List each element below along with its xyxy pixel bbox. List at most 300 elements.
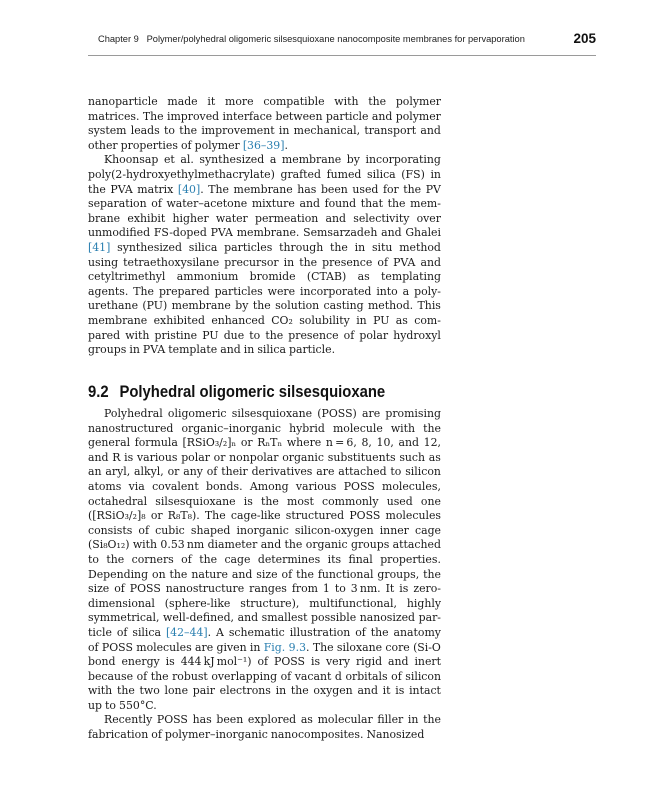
word: [RSiO₃/₂]ₙ	[182, 436, 237, 450]
citation-link[interactable]: [36–39].	[242, 138, 288, 152]
word: of	[138, 523, 149, 537]
word: in	[354, 240, 366, 254]
text-line	[88, 95, 441, 110]
word: are	[362, 407, 381, 420]
word: as	[428, 450, 441, 464]
word: polar	[181, 450, 210, 464]
word: and	[260, 538, 282, 552]
word: POSS	[156, 713, 188, 727]
word: synthesized	[117, 240, 182, 254]
word: groups,	[377, 567, 420, 581]
word: separation	[88, 197, 147, 211]
word: the	[199, 552, 218, 566]
word: nonpolar	[229, 450, 279, 464]
word: pristine	[154, 328, 198, 342]
word: other	[88, 138, 118, 152]
word: silica	[188, 240, 218, 254]
word: Semsarzadeh	[303, 226, 378, 240]
word: polymer	[395, 109, 441, 123]
word: hybrid	[289, 421, 325, 435]
word: in	[249, 640, 261, 654]
word: organic	[305, 538, 348, 552]
word: by	[235, 299, 249, 313]
word: The	[133, 284, 155, 298]
text-line	[88, 270, 441, 285]
word: 1	[322, 582, 330, 596]
word: robust	[172, 669, 208, 683]
word: (CTAB)	[306, 270, 347, 284]
word: and	[237, 611, 259, 625]
word: enhanced	[211, 313, 265, 327]
word: the	[423, 421, 441, 435]
word: it	[207, 95, 216, 108]
citation-link[interactable]: [42–44].	[165, 625, 212, 639]
word: electrons	[219, 684, 271, 698]
word: substituents	[327, 450, 396, 464]
word: PVA	[142, 343, 166, 357]
word: multifunctional,	[309, 596, 397, 610]
word: synthesized	[199, 153, 265, 167]
word: silicon	[405, 669, 441, 683]
word: poly(2-hydroxyethylmethacrylate)	[88, 167, 275, 181]
word: are	[195, 640, 214, 654]
word: silicon	[405, 465, 441, 479]
word: particles	[224, 240, 273, 254]
word: nanosized	[359, 611, 416, 625]
word: bonds.	[206, 479, 243, 493]
word: silsesquioxane	[155, 494, 236, 508]
word: zero-	[413, 582, 441, 596]
word: with	[125, 328, 150, 342]
word: R	[112, 450, 121, 464]
word: molecules	[385, 509, 441, 523]
word: in	[243, 343, 255, 357]
word: consists	[88, 523, 133, 537]
word: 8,	[361, 436, 372, 450]
word: in	[278, 124, 290, 138]
text-line	[88, 568, 441, 583]
word: in	[407, 713, 419, 727]
word: higher	[172, 211, 209, 225]
word: particle.	[289, 343, 336, 357]
word: ranges	[249, 582, 287, 596]
word: or	[213, 450, 226, 464]
word: the	[150, 669, 169, 683]
word: The	[142, 109, 164, 123]
word: 444 kJ mol⁻¹)	[180, 655, 252, 669]
word: commonly	[322, 494, 379, 508]
word: cetyltrimethyl	[88, 270, 166, 284]
text-line	[88, 407, 441, 422]
word: general	[88, 436, 131, 450]
word: using	[88, 255, 119, 269]
text-line	[88, 124, 441, 139]
word: been	[216, 713, 244, 727]
word: FS-doped	[153, 226, 207, 240]
word: transport	[364, 124, 417, 138]
word: with	[88, 684, 113, 698]
word: orbitals	[345, 669, 388, 683]
word: various	[136, 450, 178, 464]
word: bromide	[249, 270, 296, 284]
word: through	[279, 240, 324, 254]
word: up	[88, 698, 102, 712]
word: bond	[88, 655, 116, 669]
word: their	[221, 465, 248, 479]
word: used	[386, 494, 413, 508]
word: The	[208, 182, 229, 196]
word: of	[280, 669, 292, 683]
text-line	[88, 509, 441, 524]
word: precursor	[224, 255, 279, 269]
word: between	[275, 109, 323, 123]
word: silicon-oxygen	[294, 523, 374, 537]
word: into	[376, 284, 398, 298]
word: of	[181, 552, 192, 566]
word: (Si₈O₁₂)	[88, 538, 130, 552]
word: as	[395, 313, 408, 327]
word: in	[356, 313, 367, 327]
word: water–acetone	[166, 197, 248, 211]
word: rigid	[355, 655, 383, 669]
word: 10,	[376, 436, 394, 450]
word: PU	[373, 313, 390, 327]
word: (FS)	[401, 167, 425, 181]
word: com-	[414, 313, 441, 327]
word: an	[88, 465, 102, 479]
word: molecules	[136, 640, 192, 654]
text-line	[88, 436, 441, 451]
word: Recently	[104, 713, 153, 727]
word: Polyhedral	[104, 407, 163, 420]
word: siloxane	[336, 640, 383, 654]
word: properties	[120, 138, 178, 152]
word: permeation	[254, 211, 319, 225]
word: urethane	[88, 299, 139, 313]
text-line	[88, 699, 441, 714]
word: it	[382, 684, 391, 698]
word: final	[348, 552, 373, 566]
word: silica	[257, 343, 286, 357]
text-line	[88, 524, 441, 539]
word: where	[286, 436, 322, 450]
word: two	[139, 684, 160, 698]
text-line	[88, 241, 441, 256]
word: intact	[409, 684, 441, 698]
word: ammonium	[176, 270, 239, 284]
word: POSS	[101, 640, 133, 654]
text-line	[88, 153, 441, 168]
word: various	[295, 479, 337, 493]
running-header	[98, 31, 596, 46]
word: or	[167, 465, 180, 479]
word: CO₂	[271, 313, 293, 327]
word: smallest	[261, 611, 308, 625]
word: interface	[222, 109, 273, 123]
word: ([RSiO₃/₂]₈	[88, 509, 146, 523]
punctuation: .	[284, 138, 288, 152]
word: leads	[130, 124, 160, 138]
word: et	[163, 153, 175, 167]
word: are	[316, 465, 335, 479]
word: selectivity	[353, 211, 410, 225]
word: explored	[247, 713, 297, 727]
word: of	[257, 655, 269, 669]
word: (PU)	[142, 299, 168, 313]
word: PVA	[210, 226, 233, 240]
text-line	[88, 713, 441, 728]
text-line	[88, 611, 441, 626]
word: improvement	[201, 124, 275, 138]
word: corners	[131, 552, 174, 566]
word: to	[334, 582, 346, 596]
word: grafted	[280, 167, 321, 181]
word: unmodified	[88, 226, 151, 240]
word: of	[116, 625, 128, 639]
text-line	[88, 553, 441, 568]
citation-link[interactable]: [40].	[177, 182, 204, 196]
word: This	[417, 299, 441, 313]
word: structure),	[240, 596, 300, 610]
word: membrane	[233, 182, 293, 196]
word: functional	[317, 567, 374, 581]
word: the	[284, 538, 303, 552]
word: (sphere-like	[164, 596, 231, 610]
word: A	[216, 625, 224, 639]
word: tetraethoxysilane	[123, 255, 220, 269]
punctuation: .	[200, 182, 204, 196]
word: silsesquioxane	[231, 407, 313, 420]
word: membrane	[171, 299, 231, 313]
word: nanoparticle	[88, 95, 158, 108]
word: and	[381, 226, 402, 240]
word: and	[388, 655, 409, 669]
word: the	[299, 255, 318, 269]
word: 12,	[423, 436, 441, 450]
word: of	[88, 640, 99, 654]
word: anatomy	[393, 625, 441, 639]
word: pared	[88, 328, 121, 342]
word: symmetrical,	[88, 611, 160, 625]
word: over	[416, 211, 441, 225]
text-line	[88, 183, 441, 198]
word: improved	[167, 109, 220, 123]
word: been	[320, 182, 348, 196]
word: size	[256, 567, 278, 581]
word: nanostructured	[88, 421, 174, 435]
word: with	[390, 421, 416, 435]
word: octahedral	[88, 494, 148, 508]
word: schematic	[228, 625, 285, 639]
word: of	[206, 465, 218, 479]
word: PU	[202, 328, 219, 342]
word: energy	[121, 655, 160, 669]
word: the	[116, 684, 135, 698]
paragraph-block-1	[88, 95, 441, 358]
section-number: 9.2	[88, 383, 109, 401]
text-line	[88, 641, 441, 656]
word: polymer	[194, 138, 240, 152]
word: attached	[338, 465, 387, 479]
word: method	[399, 240, 441, 254]
word: method.	[367, 299, 414, 313]
word: (Si-O	[413, 640, 441, 654]
text-line	[88, 329, 441, 344]
word: Depending	[88, 567, 149, 581]
word: of	[136, 669, 148, 683]
word: and	[398, 436, 419, 450]
word: inert	[414, 655, 441, 669]
word: derivatives	[251, 465, 313, 479]
word: water	[215, 211, 248, 225]
word: structured	[285, 509, 345, 523]
word: the	[179, 124, 198, 138]
word: the	[403, 182, 422, 196]
section-title: Polyhedral oligomeric silsesquioxane	[119, 383, 386, 401]
word: is	[243, 494, 253, 508]
word: the	[252, 299, 271, 313]
word: the	[106, 552, 125, 566]
word: pair	[192, 684, 215, 698]
word: presence	[288, 328, 339, 342]
word: hydroxyl	[393, 328, 441, 342]
word: membrane.	[236, 226, 300, 240]
word: groups	[88, 343, 127, 357]
word: size	[88, 582, 110, 596]
word: has	[192, 713, 212, 727]
word: inorganic	[236, 523, 289, 537]
word: exhibited	[153, 313, 205, 327]
section-heading	[88, 383, 385, 402]
word: given	[216, 640, 247, 654]
word: POSS	[343, 479, 375, 493]
word: cage	[224, 552, 251, 566]
word: exhibit	[127, 211, 166, 225]
word: n = 6,	[325, 436, 357, 450]
word: silica	[367, 167, 396, 181]
word: the	[296, 567, 314, 581]
word: solubility	[299, 313, 350, 327]
word: nature	[191, 567, 228, 581]
punctuation: .	[306, 640, 310, 654]
text-line	[88, 197, 441, 212]
text-line	[88, 110, 441, 125]
word: of	[391, 669, 402, 683]
word: determines	[257, 552, 321, 566]
text-line	[88, 343, 441, 358]
word: incorporating	[365, 153, 441, 167]
word: 550°C.	[119, 698, 157, 712]
text-line	[88, 226, 441, 241]
word: molecular	[317, 713, 373, 727]
word: oxygen	[313, 684, 353, 698]
word: of	[343, 328, 355, 342]
word: (POSS)	[317, 407, 357, 420]
text-line	[88, 670, 441, 685]
word: more	[225, 95, 254, 108]
citation-link[interactable]: Fig. 9.3.	[263, 640, 310, 654]
word: brane	[88, 211, 121, 225]
word: to	[249, 328, 261, 342]
word: R₈T₈).	[167, 509, 200, 523]
word: of	[151, 197, 162, 211]
word: silica	[132, 625, 161, 639]
word: has	[297, 182, 317, 196]
word: as	[300, 713, 313, 727]
word: molecule	[332, 421, 383, 435]
word: overlapping	[211, 669, 278, 683]
word: 0.53 nm	[160, 538, 205, 552]
word: poly-	[414, 284, 441, 298]
word: via	[128, 479, 145, 493]
word: the	[169, 567, 188, 581]
word: is	[395, 684, 405, 698]
word: the	[261, 494, 279, 508]
word: fumed	[326, 167, 362, 181]
text-line	[88, 480, 441, 495]
word: in	[129, 343, 140, 357]
word: particle	[325, 109, 369, 123]
word: is	[165, 655, 175, 669]
word: in	[430, 167, 441, 181]
word: par-	[418, 611, 441, 625]
word: d	[334, 669, 342, 683]
word: templating	[381, 270, 441, 284]
text-line	[88, 538, 441, 553]
word: in	[283, 255, 295, 269]
word: shaped	[190, 523, 231, 537]
word: made	[167, 95, 198, 108]
word: a	[269, 153, 277, 167]
punctuation: .	[207, 625, 212, 639]
word: with	[334, 95, 359, 108]
word: of	[114, 582, 125, 596]
word: nanostructure	[165, 582, 245, 596]
word: as	[357, 270, 370, 284]
word: and	[420, 124, 441, 138]
word: of	[151, 728, 162, 742]
word: atoms	[88, 479, 122, 493]
word: core	[385, 640, 410, 654]
citation-link[interactable]: [41]	[88, 240, 111, 254]
word: Nanosized	[366, 728, 425, 742]
text-line	[88, 626, 441, 641]
word: in	[275, 684, 287, 698]
header-rule	[88, 55, 596, 56]
word: the	[368, 95, 387, 108]
word: polymer	[395, 95, 441, 108]
word: the	[370, 625, 389, 639]
word: matrices.	[88, 109, 140, 123]
word: one	[420, 494, 441, 508]
word: POSS	[129, 582, 161, 596]
word: the	[387, 197, 406, 211]
word: mechanical,	[293, 124, 361, 138]
word: found	[324, 197, 357, 211]
word: alkyl,	[134, 465, 164, 479]
text-line	[88, 655, 441, 670]
word: and	[231, 567, 253, 581]
word: Khoonsap	[104, 153, 159, 167]
word: PVA	[393, 255, 416, 269]
word: groups	[350, 538, 390, 552]
word: is	[124, 450, 134, 464]
text-line	[88, 728, 441, 743]
word: and	[420, 255, 441, 269]
word: PVA	[110, 182, 133, 196]
word: incorporated	[300, 284, 372, 298]
word: matrix	[137, 182, 174, 196]
